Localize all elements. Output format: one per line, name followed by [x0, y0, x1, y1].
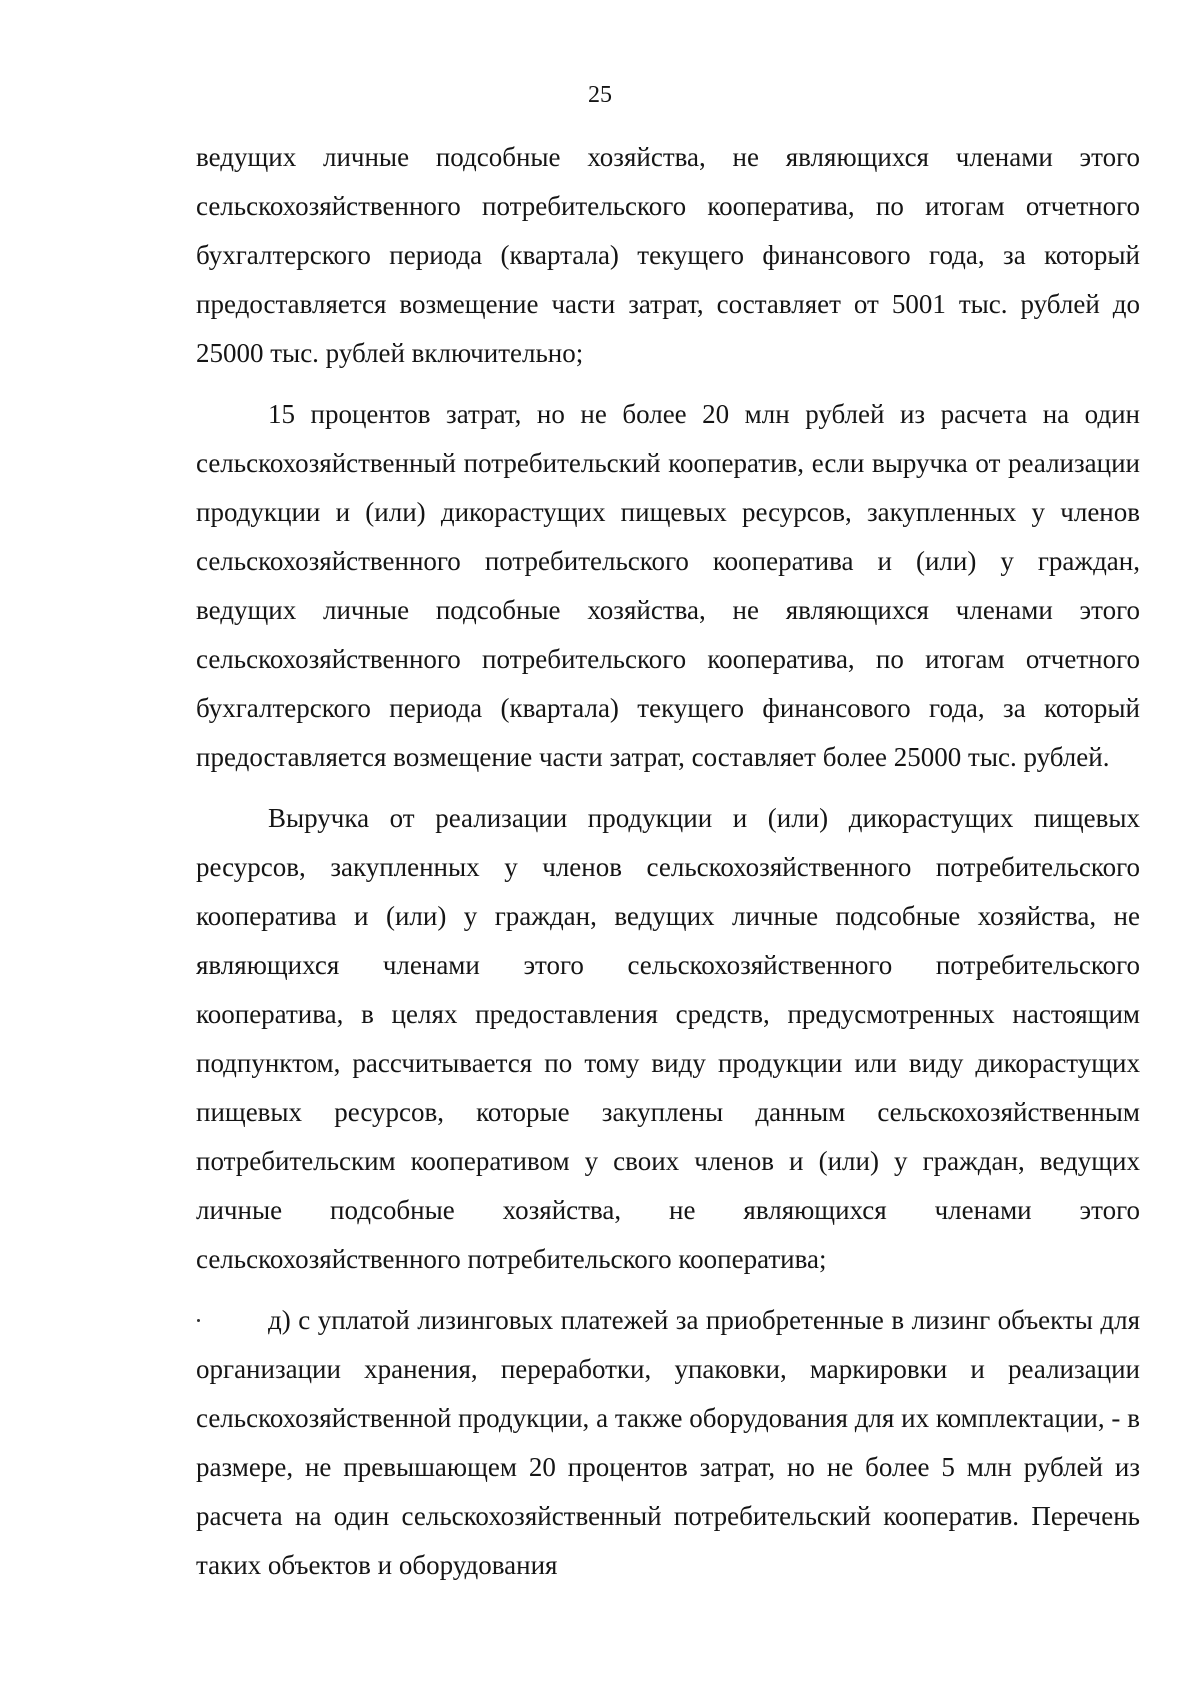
paragraph-revenue: Выручка от реализации продукции и (или) дикорастущих пищевых ресурсов, закупленных у членов сельскохозяйственного потребительского кооператива и (или) у граждан, ведущих личные подсобные хозяйства, не являющихся членами этого сельскохозяйственного потребительского кооператива, в целях предоставления средств, предусмотренных настоящим подпунктом, рассчитывается по тому виду продукции или виду дикорастущих пищевых ресурсов, которые закуплены данным сельскохозяйственным потребительским кооперативом у своих членов и (или) у граждан, ведущих личные подсобные хозяйства, не являющихся членами этого сельскохозяйственного потребительского кооператива; [196, 803, 1140, 1274]
paragraph-continuation: ведущих личные подсобные хозяйства, не являющихся членами этого сельскохозяйственного потребительского кооператива, по итогам отчетного бухгалтерского периода (квартала) текущего финансового года, за который предоставляется возмещение части затрат, составляет от 5001 тыс. рублей до 25000 тыс. рублей включительно; [196, 142, 1140, 368]
paragraph-15-percent: 15 процентов затрат, но не более 20 млн рублей из расчета на один сельскохозяйственный потребительский кооператив, если выручка от реализации продукции и (или) дикорастущих пищевых ресурсов, закупленных у членов сельскохозяйственного потребительского кооператива и (или) у граждан, ведущих личные подсобные хозяйства, не являющихся членами этого сельскохозяйственного потребительского кооператива, по итогам отчетного бухгалтерского периода (квартала) текущего финансового года, за который предоставляется возмещение части затрат, составляет более 25000 тыс. рублей. [196, 399, 1140, 772]
document-body [196, 133, 1140, 1602]
paragraph-item-d: д) с уплатой лизинговых платежей за приобретенные в лизинг объекты для организации хранения, переработки, упаковки, маркировки и реализации сельскохозяйственной продукции, а также оборудования для их комплектации, - в размере, не превышающем 20 процентов затрат, но не более 5 млн рублей из расчета на один сельскохозяйственный потребительский кооператив. Перечень таких объектов и оборудования [196, 1305, 1140, 1580]
scan-speck [197, 1319, 200, 1322]
page-number: 25 [588, 82, 612, 108]
